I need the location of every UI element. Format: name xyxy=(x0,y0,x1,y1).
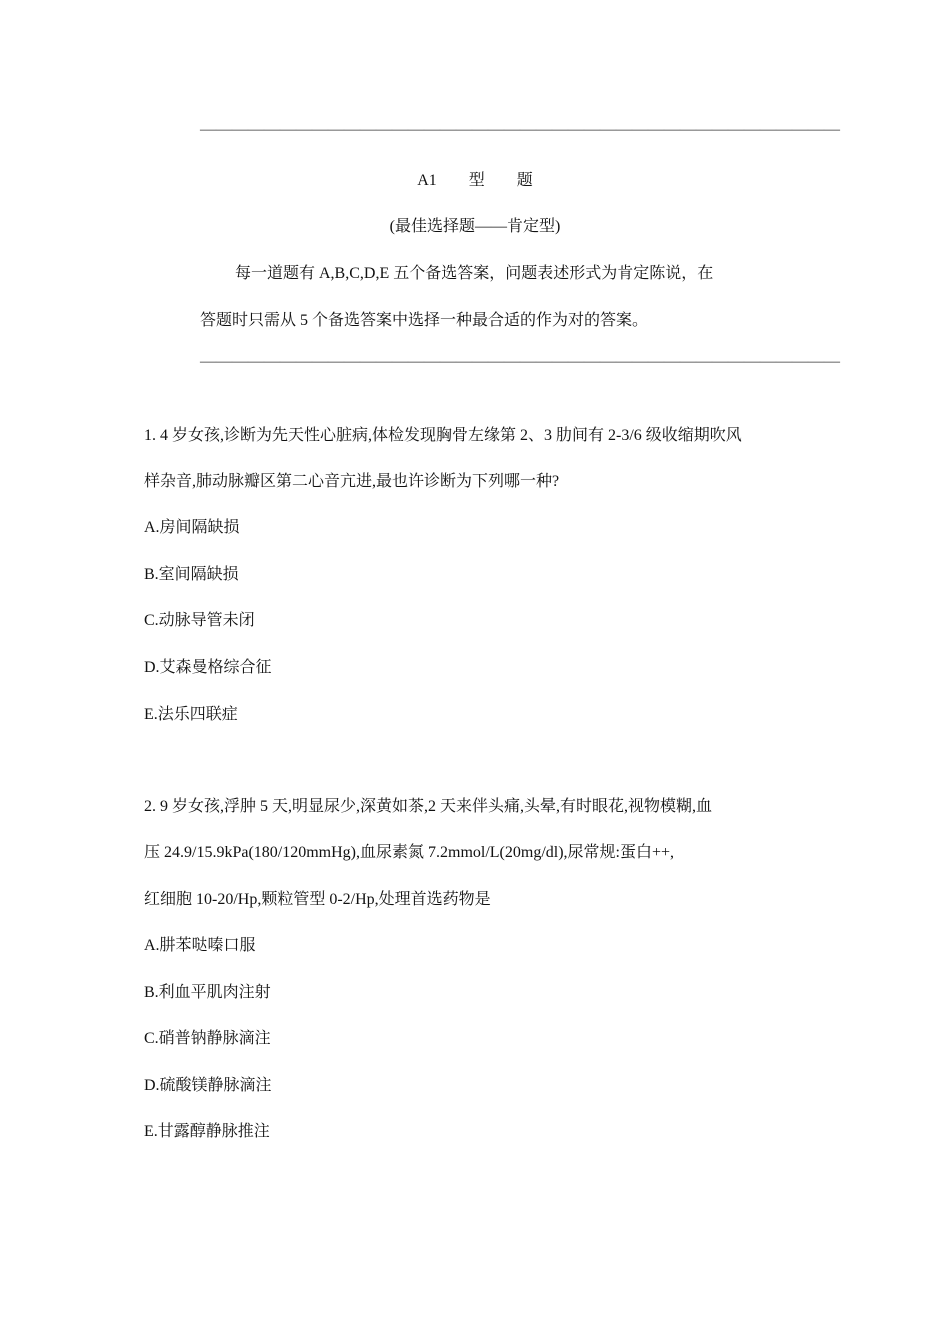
question-stem-line: 压 24.9/15.9kPa(180/120mmHg),血尿素氮 7.2mmol/L(20mg/dl),尿常规:蛋白++, xyxy=(144,844,675,861)
option-e: E.甘露醇静脉推注 xyxy=(144,1123,270,1140)
option-d: D.硫酸镁静脉滴注 xyxy=(144,1077,272,1094)
top-divider: ———————————————————————————————————————— xyxy=(200,121,840,138)
title-part: A1 xyxy=(417,172,437,189)
option-a: A.房间隔缺损 xyxy=(144,519,240,536)
option-b: B.利血平肌肉注射 xyxy=(144,984,271,1001)
section-title xyxy=(0,171,950,191)
section-subtitle: (最佳选择题——肯定型) xyxy=(389,218,561,235)
option-c: C.硝普钠静脉滴注 xyxy=(144,1030,271,1047)
title-part: 型 xyxy=(468,172,485,189)
option-b: B.室间隔缺损 xyxy=(144,566,239,583)
option-e: E.法乐四联症 xyxy=(144,706,238,723)
instruction-line: 答题时只需从 5 个备选答案中选择一种最合适的作为对的答案。 xyxy=(200,312,649,329)
question-stem-line: 2. 9 岁女孩,浮肿 5 天,明显尿少,深黄如茶,2 天来伴头痛,头晕,有时眼花,视物模糊,血 xyxy=(144,798,713,815)
option-a: A.肼苯哒嗪口服 xyxy=(144,937,256,954)
question-stem-line: 1. 4 岁女孩,诊断为先天性心脏病,体检发现胸骨左缘第 2、3 肋间有 2-3/6 级收缩期吹风 xyxy=(144,427,742,444)
question-stem-line: 红细胞 10-20/Hp,颗粒管型 0-2/Hp,处理首选药物是 xyxy=(144,891,491,908)
instruction-line: 每一道题有 A,B,C,D,E 五个备选答案，问题表述形式为肯定陈说，在 xyxy=(235,265,714,282)
option-d: D.艾森曼格综合征 xyxy=(144,659,272,676)
question-stem-line: 样杂音,肺动脉瓣区第二心音亢进,最也许诊断为下列哪一种? xyxy=(144,473,560,490)
option-c: C.动脉导管未闭 xyxy=(144,612,255,629)
title-part: 题 xyxy=(516,172,533,189)
bottom-divider: ———————————————————————————————————————— xyxy=(200,353,840,370)
